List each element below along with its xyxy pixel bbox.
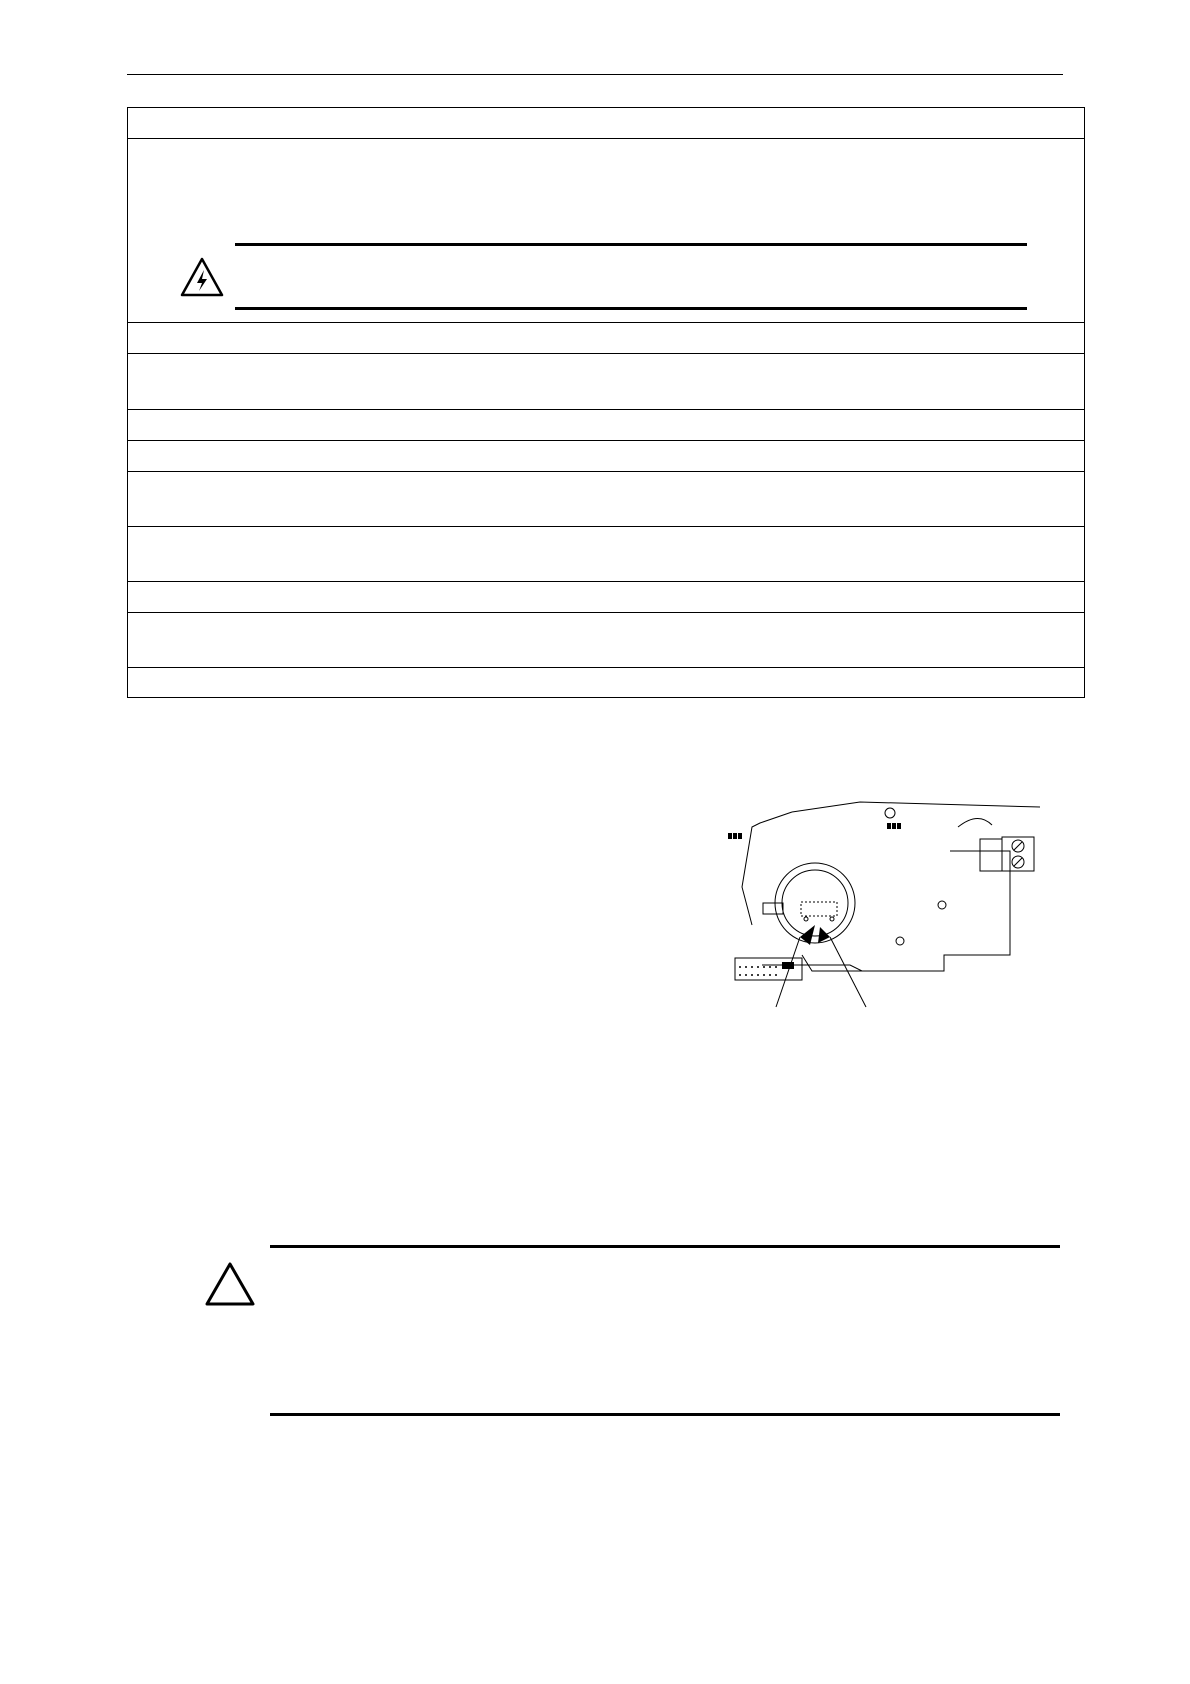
table-row-divider [128, 526, 1084, 527]
table-row-divider [128, 581, 1084, 582]
battery-holder-figure [700, 795, 1040, 1015]
steps-table [127, 107, 1085, 698]
table-row-divider [128, 353, 1084, 354]
danger-bottom-rule [235, 307, 1027, 310]
table-row-divider [128, 138, 1084, 139]
danger-top-rule [235, 243, 1027, 246]
table-row-divider [128, 667, 1084, 668]
caution-top-rule [270, 1245, 1060, 1248]
electric-hazard-warning-icon [180, 257, 224, 297]
table-row-divider [128, 322, 1084, 323]
table-row-divider [128, 409, 1084, 410]
caution-bottom-rule [270, 1413, 1060, 1416]
header-rule [127, 74, 1063, 75]
table-row-divider [128, 471, 1084, 472]
caution-triangle-icon [204, 1261, 256, 1307]
table-row-divider [128, 612, 1084, 613]
table-row-divider [128, 440, 1084, 441]
